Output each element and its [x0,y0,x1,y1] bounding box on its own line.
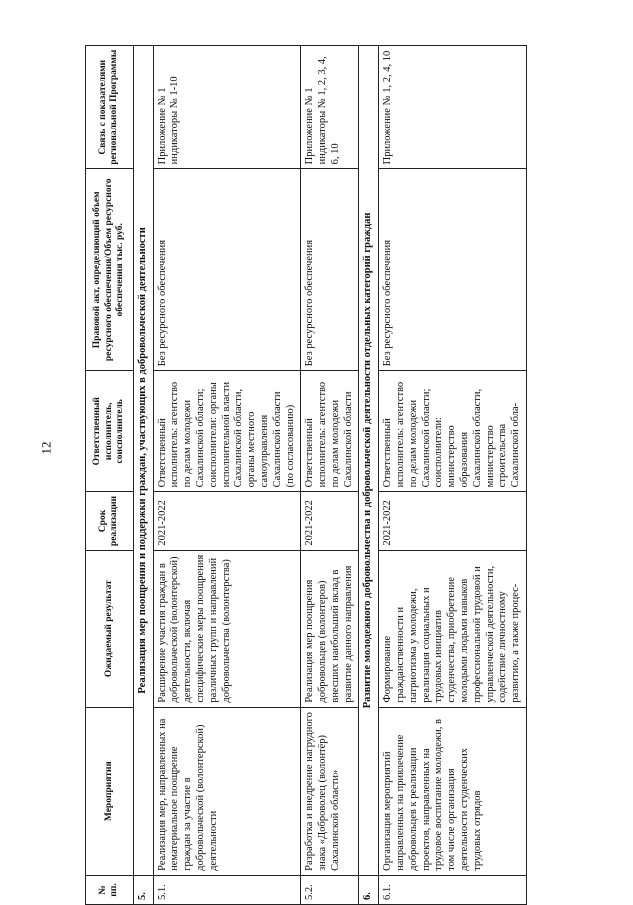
row-act: Без ресурсного обеспечения [301,169,359,371]
row-link: Приложение № 1, 2, 4, 10 [379,46,527,169]
header-executor: Ответственный исполнитель, соисполнитель [86,371,134,492]
header-result: Ожидаемый результат [86,550,134,707]
table-header-row [86,46,134,905]
section-row-6 [359,46,379,905]
row-act: Без ресурсного обеспечения [379,169,527,371]
header-period: Срок реализации [86,492,134,550]
header-event: Мероприятия [86,707,134,875]
row-num: 5.1. [153,875,301,904]
row-period: 2021-2022 [379,492,527,550]
table-container [85,0,625,905]
section-title: Реализация мер поощрения и поддержки граждан, участвующих в добровольческой деятельности [133,46,153,876]
row-num: 6.1. [379,875,527,904]
section-row-5 [133,46,153,905]
row-link: Приложение № 1 индикаторы № 1, 2, 3, 4, 6, 10 [301,46,359,169]
row-executor: Ответственный исполнитель: агентство по делам молодежи Сахалинской области; соисполнители: органы исполнительной власти Сахалинской области, органы местного самоуправления Сахалинской области (по согласованию) [153,371,301,492]
row-result: Расширение участия граждан в добровольческой (волонтерской) деятельности, включая специфические меры поощрения различных групп и направлений добровольчества (волонтерства) [153,550,301,707]
rotated-page [85,45,625,905]
section-num: 5. [133,875,153,904]
header-num: № пп. [86,875,134,904]
row-event: Реализация мер, направленных на нематериальное поощрение граждан за участие в добровольческой (волонтерской) деятельности [153,707,301,875]
section-num: 6. [359,875,379,904]
header-act: Правовой акт, определяющий объем ресурсного обеспечения/Объем ресурсного обеспечения тыс. руб. [86,169,134,371]
row-event: Разработка и внедрение нагрудного знака «Доброволец (волонтёр) Сахалинской области» [301,707,359,875]
row-result: Формирование гражданственности и патриотизма у молодежи, реализация социальных и трудовых инициатив студенчества, приобретение молодыми людьми навыков профессиональной трудовой и управленческой деятельности, содействие личностному развитию, а также процес- [379,550,527,707]
row-period: 2021-2022 [153,492,301,550]
table-row [301,46,359,905]
row-link: Приложение № 1 индикаторы № 1-10 [153,46,301,169]
row-act: Без ресурсного обеспечения [153,169,301,371]
table-row [153,46,301,905]
row-event: Организация мероприятий направленных на привлечение добровольцев к реализации проектов, направленных на трудовое воспитание молодежи, в том числе организация деятельности студенческих трудовых отрядов [379,707,527,875]
header-link: Связь с показателями региональной Программы [86,46,134,169]
row-executor: Ответственный исполнитель: агентство по делам молодежи Сахалинской области [301,371,359,492]
row-period: 2021-2022 [301,492,359,550]
section-title: Развитие молодежного добровольчества и добровольческой деятельности отдельных категорий граждан [359,46,379,876]
page-number: 12 [38,441,54,455]
events-table [85,45,527,905]
table-row [379,46,527,905]
row-executor: Ответственный исполнитель: агентство по делам молодежи Сахалинской области; соисполнители: министерство образования Сахалинской области, министерство строительства Сахалинской обла- [379,371,527,492]
row-result: Реализация мер поощрения добровольцев (волонтеров) внесших наибольший вклад в развитие данного направления [301,550,359,707]
row-num: 5.2. [301,875,359,904]
